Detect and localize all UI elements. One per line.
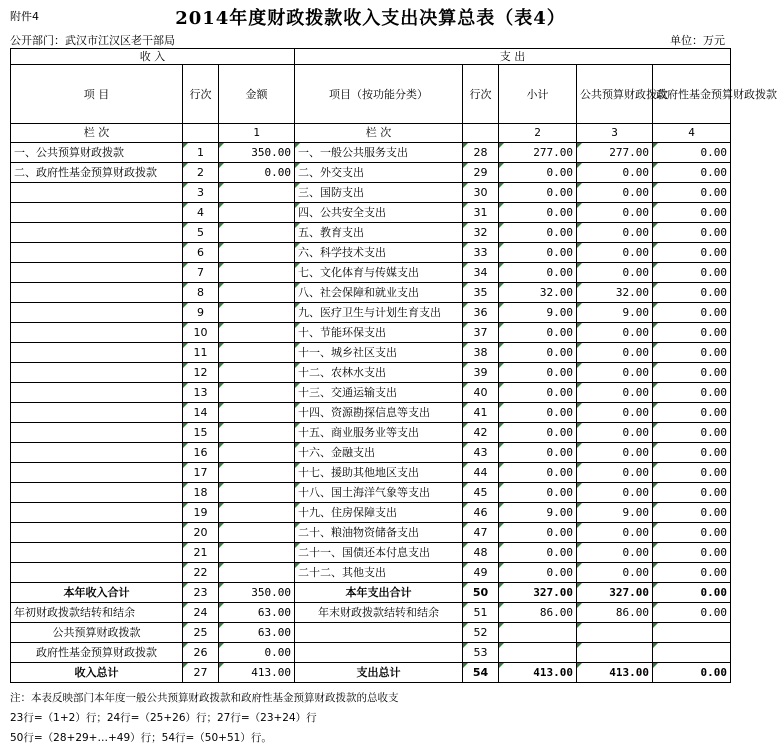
col-blank-2 — [463, 124, 499, 143]
expense-line-cell: 45 — [463, 483, 499, 503]
expense-line-cell: 32 — [463, 223, 499, 243]
col-blank — [183, 124, 219, 143]
income-item-cell — [11, 303, 183, 323]
expense-total-subtotal: 327.00 — [499, 583, 577, 603]
income-amount-cell — [219, 563, 295, 583]
table-row — [11, 343, 731, 363]
expense-line-cell: 36 — [463, 303, 499, 323]
gov-fund-cell: 0.00 — [653, 243, 731, 263]
subtotal-cell: 0.00 — [499, 343, 577, 363]
income-item-cell — [11, 363, 183, 383]
expense-item-cell: 十九、住房保障支出 — [295, 503, 463, 523]
income-line-cell: 15 — [183, 423, 219, 443]
income-header: 收 入 — [11, 49, 295, 65]
income-item-cell — [11, 323, 183, 343]
expense-item-cell: 十、节能环保支出 — [295, 323, 463, 343]
income-line-cell: 2 — [183, 163, 219, 183]
table-row — [11, 183, 731, 203]
gov-fund-cell: 0.00 — [653, 183, 731, 203]
gov-fund-cell: 0.00 — [653, 263, 731, 283]
expense-total-subtotal: 413.00 — [499, 663, 577, 683]
public-budget-cell: 0.00 — [577, 203, 653, 223]
income-amount-cell — [219, 483, 295, 503]
public-budget-cell: 32.00 — [577, 283, 653, 303]
income-amount-cell — [219, 443, 295, 463]
income-item-cell: 年初财政拨款结转和结余 — [11, 603, 183, 623]
income-amount-cell — [219, 343, 295, 363]
subtotal-cell: 277.00 — [499, 143, 577, 163]
table-row — [11, 603, 731, 623]
income-amount-cell — [219, 543, 295, 563]
gov-fund-cell: 0.00 — [653, 543, 731, 563]
income-item-cell — [11, 543, 183, 563]
income-line-cell: 13 — [183, 383, 219, 403]
expense-line-cell: 52 — [463, 623, 499, 643]
table-row — [11, 483, 731, 503]
public-budget-cell: 86.00 — [577, 603, 653, 623]
public-budget-cell: 277.00 — [577, 143, 653, 163]
gov-fund-cell: 0.00 — [653, 423, 731, 443]
header-row-columns — [11, 65, 731, 124]
income-line-cell: 11 — [183, 343, 219, 363]
table-row — [11, 543, 731, 563]
expense-item-cell: 四、公共安全支出 — [295, 203, 463, 223]
expense-line-cell: 51 — [463, 603, 499, 623]
expense-total-line: 50 — [463, 583, 499, 603]
income-item-cell — [11, 523, 183, 543]
item-header: 项 目 — [11, 65, 183, 124]
income-item-cell — [11, 463, 183, 483]
table-row — [11, 563, 731, 583]
income-item-cell — [11, 423, 183, 443]
gov-fund-cell: 0.00 — [653, 223, 731, 243]
col-label: 栏 次 — [11, 124, 183, 143]
expense-line-cell: 47 — [463, 523, 499, 543]
public-budget-cell: 0.00 — [577, 383, 653, 403]
income-item-cell: 公共预算财政拨款 — [11, 623, 183, 643]
col-index-3: 3 — [577, 124, 653, 143]
income-line-cell: 1 — [183, 143, 219, 163]
income-line-cell: 22 — [183, 563, 219, 583]
attachment-label: 附件4 — [10, 10, 39, 23]
gov-fund-cell: 0.00 — [653, 483, 731, 503]
public-budget-cell: 0.00 — [577, 183, 653, 203]
income-line-cell: 5 — [183, 223, 219, 243]
income-total-line: 27 — [183, 663, 219, 683]
expense-item-cell: 三、国防支出 — [295, 183, 463, 203]
subtotal-cell — [499, 623, 577, 643]
income-item-cell — [11, 183, 183, 203]
public-budget-cell: 0.00 — [577, 563, 653, 583]
income-line-cell: 4 — [183, 203, 219, 223]
subtotal-cell: 0.00 — [499, 543, 577, 563]
income-item-cell — [11, 203, 183, 223]
income-line-cell: 14 — [183, 403, 219, 423]
expense-line-cell: 44 — [463, 463, 499, 483]
income-item-cell — [11, 343, 183, 363]
expense-line-cell: 31 — [463, 203, 499, 223]
public-budget-cell: 0.00 — [577, 163, 653, 183]
gov-fund-cell: 0.00 — [653, 603, 731, 623]
income-total-line: 23 — [183, 583, 219, 603]
income-line-cell: 10 — [183, 323, 219, 343]
expense-item-cell: 八、社会保障和就业支出 — [295, 283, 463, 303]
public-budget-cell — [577, 623, 653, 643]
expense-total-public: 413.00 — [577, 663, 653, 683]
subtotal-cell: 0.00 — [499, 403, 577, 423]
subtotal-cell: 32.00 — [499, 283, 577, 303]
expense-item-cell: 十三、交通运输支出 — [295, 383, 463, 403]
gov-fund-cell: 0.00 — [653, 303, 731, 323]
income-item-cell: 二、政府性基金预算财政拨款 — [11, 163, 183, 183]
header-row-section — [11, 49, 731, 65]
expense-line-cell: 34 — [463, 263, 499, 283]
income-item-cell — [11, 563, 183, 583]
table-row — [11, 243, 731, 263]
subtotal-cell: 0.00 — [499, 323, 577, 343]
subtotal-cell: 86.00 — [499, 603, 577, 623]
public-budget-cell: 0.00 — [577, 223, 653, 243]
unit-label: 单位：万元 — [670, 34, 725, 47]
income-line-cell: 7 — [183, 263, 219, 283]
income-item-cell — [11, 483, 183, 503]
expense-line-cell: 53 — [463, 643, 499, 663]
income-amount-cell: 0.00 — [219, 643, 295, 663]
note-line: 注：本表反映部门本年度一般公共预算财政拨款和政府性基金预算财政拨款的总收支 — [10, 692, 399, 704]
income-item-cell — [11, 383, 183, 403]
subtotal-cell: 0.00 — [499, 423, 577, 443]
income-item-cell — [11, 443, 183, 463]
income-amount-cell — [219, 303, 295, 323]
subtotal-cell: 0.00 — [499, 203, 577, 223]
income-amount-cell — [219, 503, 295, 523]
gov-fund-cell — [653, 623, 731, 643]
gov-fund-cell: 0.00 — [653, 463, 731, 483]
expense-item-cell: 十六、金融支出 — [295, 443, 463, 463]
expense-line-cell: 28 — [463, 143, 499, 163]
col-label-2: 栏 次 — [295, 124, 463, 143]
expense-item-cell: 二十二、其他支出 — [295, 563, 463, 583]
gov-fund-cell: 0.00 — [653, 363, 731, 383]
income-amount-cell — [219, 263, 295, 283]
expense-line-cell: 39 — [463, 363, 499, 383]
income-line-cell: 19 — [183, 503, 219, 523]
expense-item-cell: 七、文化体育与传媒支出 — [295, 263, 463, 283]
table-row — [11, 443, 731, 463]
subtotal-cell: 0.00 — [499, 263, 577, 283]
amount-header: 金额 — [219, 65, 295, 124]
income-item-cell — [11, 263, 183, 283]
income-item-cell — [11, 243, 183, 263]
note-line: 23行=（1+2）行；24行=（25+26）行；27行=（23+24）行 — [10, 712, 317, 724]
table-row — [11, 263, 731, 283]
table-row — [11, 423, 731, 443]
public-budget-cell: 0.00 — [577, 323, 653, 343]
expense-item-cell — [295, 623, 463, 643]
income-item-cell — [11, 503, 183, 523]
gov-fund-header: 政府性基金预算财政拨款 — [653, 65, 731, 124]
expense-item-cell: 年末财政拨款结转和结余 — [295, 603, 463, 623]
expense-line-cell: 33 — [463, 243, 499, 263]
income-amount-cell — [219, 283, 295, 303]
public-budget-cell: 0.00 — [577, 463, 653, 483]
income-amount-cell — [219, 243, 295, 263]
table-row — [11, 303, 731, 323]
budget-table — [10, 48, 777, 683]
expense-line-cell: 35 — [463, 283, 499, 303]
gov-fund-cell: 0.00 — [653, 383, 731, 403]
public-budget-cell: 0.00 — [577, 523, 653, 543]
table-row — [11, 403, 731, 423]
public-budget-cell: 0.00 — [577, 363, 653, 383]
expense-line-cell: 40 — [463, 383, 499, 403]
expense-header: 支 出 — [295, 49, 731, 65]
income-line-cell: 3 — [183, 183, 219, 203]
expense-item-cell: 五、教育支出 — [295, 223, 463, 243]
income-line-cell: 12 — [183, 363, 219, 383]
gov-fund-cell: 0.00 — [653, 283, 731, 303]
grand-total-row — [11, 663, 731, 683]
expense-item-cell: 十七、援助其他地区支出 — [295, 463, 463, 483]
public-budget-cell: 0.00 — [577, 263, 653, 283]
income-amount-cell — [219, 383, 295, 403]
public-budget-cell: 0.00 — [577, 403, 653, 423]
gov-fund-cell: 0.00 — [653, 203, 731, 223]
table-row — [11, 623, 731, 643]
expense-item-cell: 六、科学技术支出 — [295, 243, 463, 263]
gov-fund-cell: 0.00 — [653, 143, 731, 163]
table-row — [11, 523, 731, 543]
subtotal-cell: 0.00 — [499, 523, 577, 543]
income-amount-cell — [219, 323, 295, 343]
income-line-cell: 21 — [183, 543, 219, 563]
expense-item-cell: 二十、粮油物资储备支出 — [295, 523, 463, 543]
income-line-cell: 9 — [183, 303, 219, 323]
subtotal-cell — [499, 643, 577, 663]
public-budget-cell: 0.00 — [577, 443, 653, 463]
gov-fund-cell: 0.00 — [653, 503, 731, 523]
department-label: 公开部门：武汉市江汉区老干部局 — [10, 34, 175, 47]
income-line-cell: 8 — [183, 283, 219, 303]
table-body — [11, 49, 777, 683]
income-item-cell — [11, 283, 183, 303]
subtotal-cell: 0.00 — [499, 463, 577, 483]
income-line-cell: 18 — [183, 483, 219, 503]
income-item-cell: 政府性基金预算财政拨款 — [11, 643, 183, 663]
expense-item-cell: 十四、资源勘探信息等支出 — [295, 403, 463, 423]
expense-total-gov: 0.00 — [653, 663, 731, 683]
page-title: 2014年度财政拨款收入支出决算总表（表4） — [175, 8, 566, 29]
col-index-4: 4 — [653, 124, 731, 143]
income-line-cell: 20 — [183, 523, 219, 543]
expense-line-cell: 46 — [463, 503, 499, 523]
table-row — [11, 283, 731, 303]
expense-item-cell: 二、外交支出 — [295, 163, 463, 183]
table-row — [11, 203, 731, 223]
income-line-cell: 25 — [183, 623, 219, 643]
gov-fund-cell: 0.00 — [653, 323, 731, 343]
expense-item-cell: 十二、农林水支出 — [295, 363, 463, 383]
col-index-1: 1 — [219, 124, 295, 143]
subtotal-cell: 0.00 — [499, 223, 577, 243]
income-amount-cell — [219, 463, 295, 483]
income-line-cell: 24 — [183, 603, 219, 623]
expense-line-cell: 38 — [463, 343, 499, 363]
expense-line-cell: 37 — [463, 323, 499, 343]
expense-total-label: 本年支出合计 — [295, 583, 463, 603]
subtotal-cell: 9.00 — [499, 303, 577, 323]
public-budget-cell: 0.00 — [577, 423, 653, 443]
table-row — [11, 223, 731, 243]
subtotal-cell: 0.00 — [499, 563, 577, 583]
expense-line-cell: 49 — [463, 563, 499, 583]
income-amount-cell: 350.00 — [219, 143, 295, 163]
gov-fund-cell: 0.00 — [653, 403, 731, 423]
income-total-label: 收入总计 — [11, 663, 183, 683]
gov-fund-cell: 0.00 — [653, 443, 731, 463]
expense-total-gov: 0.00 — [653, 583, 731, 603]
expense-item-cell: 九、医疗卫生与计划生育支出 — [295, 303, 463, 323]
expense-line-cell: 30 — [463, 183, 499, 203]
gov-fund-cell: 0.00 — [653, 523, 731, 543]
income-item-cell — [11, 223, 183, 243]
func-item-header: 项目（按功能分类） — [295, 65, 463, 124]
income-total-amount: 350.00 — [219, 583, 295, 603]
annual-total-row — [11, 583, 731, 603]
public-budget-header: 公共预算财政拨款 — [577, 65, 653, 124]
subtotal-cell: 9.00 — [499, 503, 577, 523]
col-index-2: 2 — [499, 124, 577, 143]
gov-fund-cell: 0.00 — [653, 163, 731, 183]
income-amount-cell — [219, 423, 295, 443]
expense-total-label: 支出总计 — [295, 663, 463, 683]
subtotal-cell: 0.00 — [499, 163, 577, 183]
income-line-cell: 26 — [183, 643, 219, 663]
income-amount-cell: 63.00 — [219, 603, 295, 623]
public-budget-cell: 0.00 — [577, 483, 653, 503]
subtotal-cell: 0.00 — [499, 483, 577, 503]
expense-line-cell: 41 — [463, 403, 499, 423]
subtotal-cell: 0.00 — [499, 443, 577, 463]
public-budget-cell: 9.00 — [577, 503, 653, 523]
subtotal-header: 小计 — [499, 65, 577, 124]
expense-item-cell: 十一、城乡社区支出 — [295, 343, 463, 363]
income-amount-cell — [219, 223, 295, 243]
income-amount-cell — [219, 183, 295, 203]
public-budget-cell: 9.00 — [577, 303, 653, 323]
income-item-cell — [11, 403, 183, 423]
subtotal-cell: 0.00 — [499, 383, 577, 403]
gov-fund-cell: 0.00 — [653, 563, 731, 583]
income-line-cell: 6 — [183, 243, 219, 263]
public-budget-cell: 0.00 — [577, 243, 653, 263]
table-row — [11, 383, 731, 403]
line-header: 行次 — [183, 65, 219, 124]
income-total-amount: 413.00 — [219, 663, 295, 683]
income-line-cell: 16 — [183, 443, 219, 463]
expense-item-cell: 十五、商业服务业等支出 — [295, 423, 463, 443]
income-amount-cell — [219, 203, 295, 223]
header-row-index — [11, 124, 731, 143]
table-row — [11, 643, 731, 663]
expense-line-cell: 43 — [463, 443, 499, 463]
gov-fund-cell: 0.00 — [653, 343, 731, 363]
expense-line-cell: 42 — [463, 423, 499, 443]
expense-total-public: 327.00 — [577, 583, 653, 603]
table-row — [11, 503, 731, 523]
income-item-cell: 一、公共预算财政拨款 — [11, 143, 183, 163]
income-amount-cell: 63.00 — [219, 623, 295, 643]
expense-item-cell — [295, 643, 463, 663]
income-amount-cell — [219, 403, 295, 423]
table-row — [11, 363, 731, 383]
income-amount-cell — [219, 523, 295, 543]
income-amount-cell: 0.00 — [219, 163, 295, 183]
income-line-cell: 17 — [183, 463, 219, 483]
expense-line-cell: 29 — [463, 163, 499, 183]
note-line: 50行=（28+29+…+49）行；54行=（50+51）行。 — [10, 732, 272, 744]
subtotal-cell: 0.00 — [499, 183, 577, 203]
income-total-label: 本年收入合计 — [11, 583, 183, 603]
table-row — [11, 143, 731, 163]
subtotal-cell: 0.00 — [499, 243, 577, 263]
expense-item-cell: 一、一般公共服务支出 — [295, 143, 463, 163]
subtotal-cell: 0.00 — [499, 363, 577, 383]
income-amount-cell — [219, 363, 295, 383]
expense-line-cell: 48 — [463, 543, 499, 563]
line2-header: 行次 — [463, 65, 499, 124]
expense-item-cell: 十八、国土海洋气象等支出 — [295, 483, 463, 503]
gov-fund-cell — [653, 643, 731, 663]
expense-item-cell: 二十一、国债还本付息支出 — [295, 543, 463, 563]
public-budget-cell: 0.00 — [577, 343, 653, 363]
notes — [10, 688, 399, 748]
table-row — [11, 323, 731, 343]
table-row — [11, 463, 731, 483]
public-budget-cell — [577, 643, 653, 663]
expense-total-line: 54 — [463, 663, 499, 683]
table-row — [11, 163, 731, 183]
public-budget-cell: 0.00 — [577, 543, 653, 563]
